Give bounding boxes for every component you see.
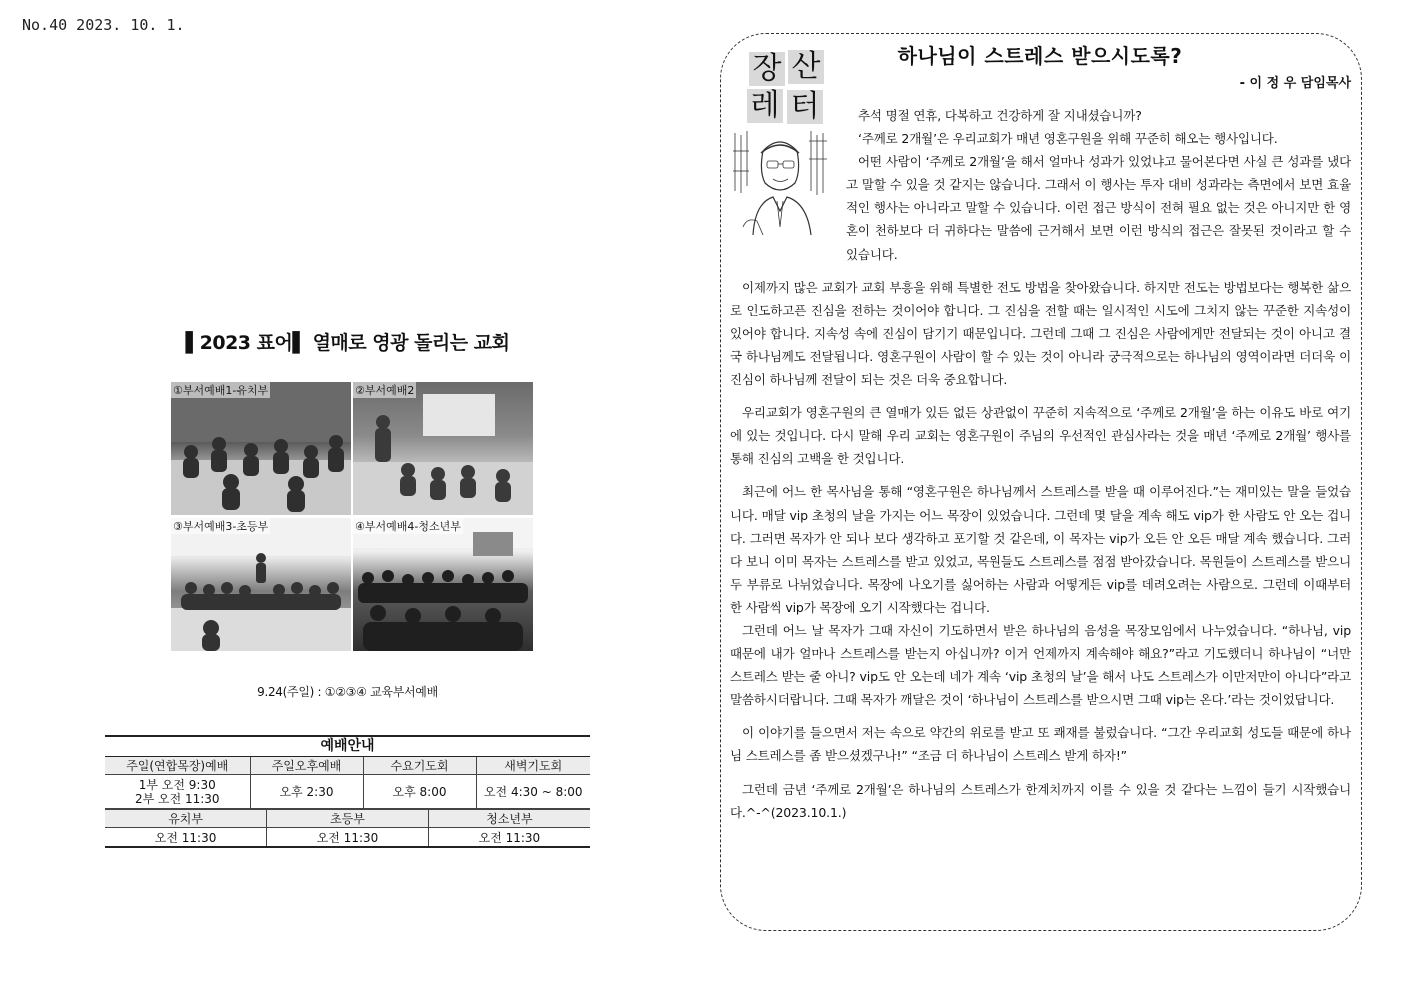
letter-paragraph: 추석 명절 연휴, 다복하고 건강하게 잘 지내셨습니까? [858, 108, 1142, 123]
photo-caption-label: ②부서예배2 [355, 384, 415, 397]
worship-schedule-table [105, 735, 590, 848]
sunday-service-header: 주일(연합목장)예배 [105, 757, 250, 775]
issue-date: No.40 2023. 10. 1. [22, 16, 185, 34]
photo-scene [171, 518, 351, 651]
letter-paragraph: 이제까지 많은 교회가 교회 부흥을 위해 특별한 전도 방법을 찾아왔습니다. 하지만 전도는 방법보다는 행복한 삶으로 인도하고픈 진심을 전하는 것이어야 합니다. 그 진심을 전할 때는 일시적인 시도에 그치지 않는 꾸준한 지속성이 있어야 합니다. 지속성 속에 진심이 담기기 때문입니다. 그런데 그때 그 진심은 사람에게만 전달되는 것이 아니고 결국 하나님께도 전달됩니다. 영혼구원이 사람이 할 수 있는 것이 아니라 궁극적으로는 하나님의 영역이라면 더더욱 이 진심이 하나님께 전달이 되는 것은 더욱 중요합니다. [730, 279, 1351, 388]
photo-department-worship [353, 382, 533, 515]
second-service-time: 2부 오전 11:30 [134, 791, 220, 806]
stamp-char: 터 [787, 90, 823, 124]
service-time-row [105, 775, 590, 809]
stamp-char: 장 [749, 52, 785, 86]
photo-youth-worship [353, 518, 533, 651]
letter-paragraph: 우리교회가 영혼구원의 큰 열매가 있든 없든 상관없이 꾸준히 지속적으로 ‘주께로 2개월’을 하는 이유도 바로 여기에 있는 것입니다. 다시 말해 우리 교회는 영혼구원이 주님의 우선적인 관심사라는 것을 매년 ‘주께로 2개월’ 행사를 통해 진심의 고백을 한 것입니다. [730, 405, 1351, 467]
elementary-time: 오전 11:30 [267, 828, 429, 847]
youth-time: 오전 11:30 [428, 828, 590, 847]
church-motto: ▌2023 표어▌ 열매로 영광 돌리는 교회 [185, 332, 510, 354]
photo-date-caption: 9.24(주일) : ①②③④ 교육부서예배 [257, 685, 438, 699]
stamp-char: 레 [747, 89, 783, 123]
sunday-service-times [105, 775, 250, 809]
wednesday-prayer-header: 수요기도회 [363, 757, 476, 775]
photo-caption-label: ①부서예배1-유치부 [173, 384, 269, 397]
sunday-afternoon-time: 오후 2:30 [250, 775, 363, 809]
letter-paragraph: ‘주께로 2개월’은 우리교회가 매년 영혼구원을 위해 꾸준히 해오는 행사입니다. [858, 131, 1278, 147]
portrait-spacer [730, 104, 846, 244]
photo-caption-label: ④부서예배4-청소년부 [355, 520, 461, 533]
letter-title: 하나님이 스트레스 받으시도록? [897, 44, 1183, 68]
department-services-table [105, 809, 590, 846]
letter-body [730, 104, 1351, 904]
letter-paragraph: 이 이야기를 들으면서 저는 속으로 약간의 위로를 받고 또 쾌재를 불렀습니다. “그간 우리교회 성도들 때문에 하나님 스트레스를 좀 받으셨겠구나!” “조금 더 하나님이 스트레스 받게 하자!” [730, 725, 1351, 764]
dawn-prayer-time: 오전 4:30 ~ 8:00 [476, 775, 590, 809]
dawn-prayer-header: 새벽기도회 [476, 757, 590, 775]
youth-header: 청소년부 [428, 810, 590, 828]
sunday-afternoon-header: 주일오후예배 [250, 757, 363, 775]
main-services-table [105, 757, 590, 809]
wednesday-prayer-time: 오후 8:00 [363, 775, 476, 809]
stamp-char: 산 [788, 50, 824, 84]
department-header-row [105, 810, 590, 828]
letter-paragraph: 그런데 어느 날 목자가 그때 자신이 기도하면서 받은 하나님의 음성을 목장모임에서 나누었습니다. “하나님, vip 때문에 내가 얼마나 스트레스를 받는지 아십니까? 이거 언제까지 계속해야 해요?”라고 기도했더니 하나님이 “너만 스트레스 받는 줄 아니? vip도 안 오는데 네가 계속 ‘vip 초청의 날’을 해서 나도 스트레스가 이만저만이 아니다”라고 말씀하시더랍니다. 그때 목자가 깨달은 것이 ‘하나님이 스트레스를 받으시면 그때 vip는 온다.’라는 것이었답니다. [730, 622, 1351, 708]
department-time-row [105, 828, 590, 847]
kindergarten-header: 유치부 [105, 810, 267, 828]
photo-caption-label: ③부서예배3-초등부 [173, 520, 269, 533]
letter-author: - 이 정 우 담임목사 [1239, 76, 1351, 91]
kindergarten-time: 오전 11:30 [105, 828, 267, 847]
photo-kindergarten-worship [171, 382, 351, 515]
photo-elementary-worship [171, 518, 351, 651]
service-header-row [105, 757, 590, 775]
letter-paragraph: 최근에 어느 한 목사님을 통해 “영혼구원은 하나님께서 스트레스를 받을 때 이루어진다.”는 재미있는 말을 들었습니다. 매달 vip 초청의 날을 가지는 어느 목장이 있었습니다. 그런데 몇 달을 계속 해도 vip가 한 사람도 안 오는 겁니다. 그러면 목자가 안 되나 보다 생각하고 포기할 것 같은데, 이 목자는 vip가 오든 안 오든 매달 계속 했습니다. 그러다 보니 이미 목자는 스트레스를 받고 있었고, 목원들도 스트레스를 점점 받아갔습니다. 목원들이 스트레스를 받으니 두 부류로 나뉘었습니다. 목장에 나오기를 싫어하는 사람과 어떻게든 vip를 데려오려는 사람으로. 그런데 이때부터 한 사람씩 vip가 목장에 오기 시작했다는 겁니다. [730, 484, 1352, 615]
photo-scene [353, 518, 533, 651]
worship-schedule-title: 예배안내 [105, 737, 590, 757]
elementary-header: 초등부 [267, 810, 429, 828]
letter-paragraph: 어떤 사람이 ‘주께로 2개월’을 해서 얼마나 성과가 있었냐고 물어본다면 사실 큰 성과를 냈다고 말할 수 있을 것 같지는 않습니다. 그래서 이 행사는 투자 대비 성과라는 측면에서 보면 효율적인 행사는 아니라고 말할 수 있습니다. 이런 접근 방식이 전혀 필요 없는 것은 아니지만 한 영혼이 천하보다 더 귀하다는 말씀에 근거해서 보면 이런 방식의 접근은 잘못된 것이라고 할 수 있습니다. [846, 154, 1351, 262]
first-service-time: 1부 오전 9:30 [138, 777, 216, 792]
photo-scene [171, 382, 351, 515]
photo-scene [353, 382, 533, 515]
photo-grid [171, 382, 533, 652]
letter-paragraph: 그런데 금년 ‘주께로 2개월’은 하나님의 스트레스가 한계치까지 이를 수 있을 것 같다는 느낌이 들기 시작했습니다.^-^(2023.10.1.) [730, 781, 1351, 820]
